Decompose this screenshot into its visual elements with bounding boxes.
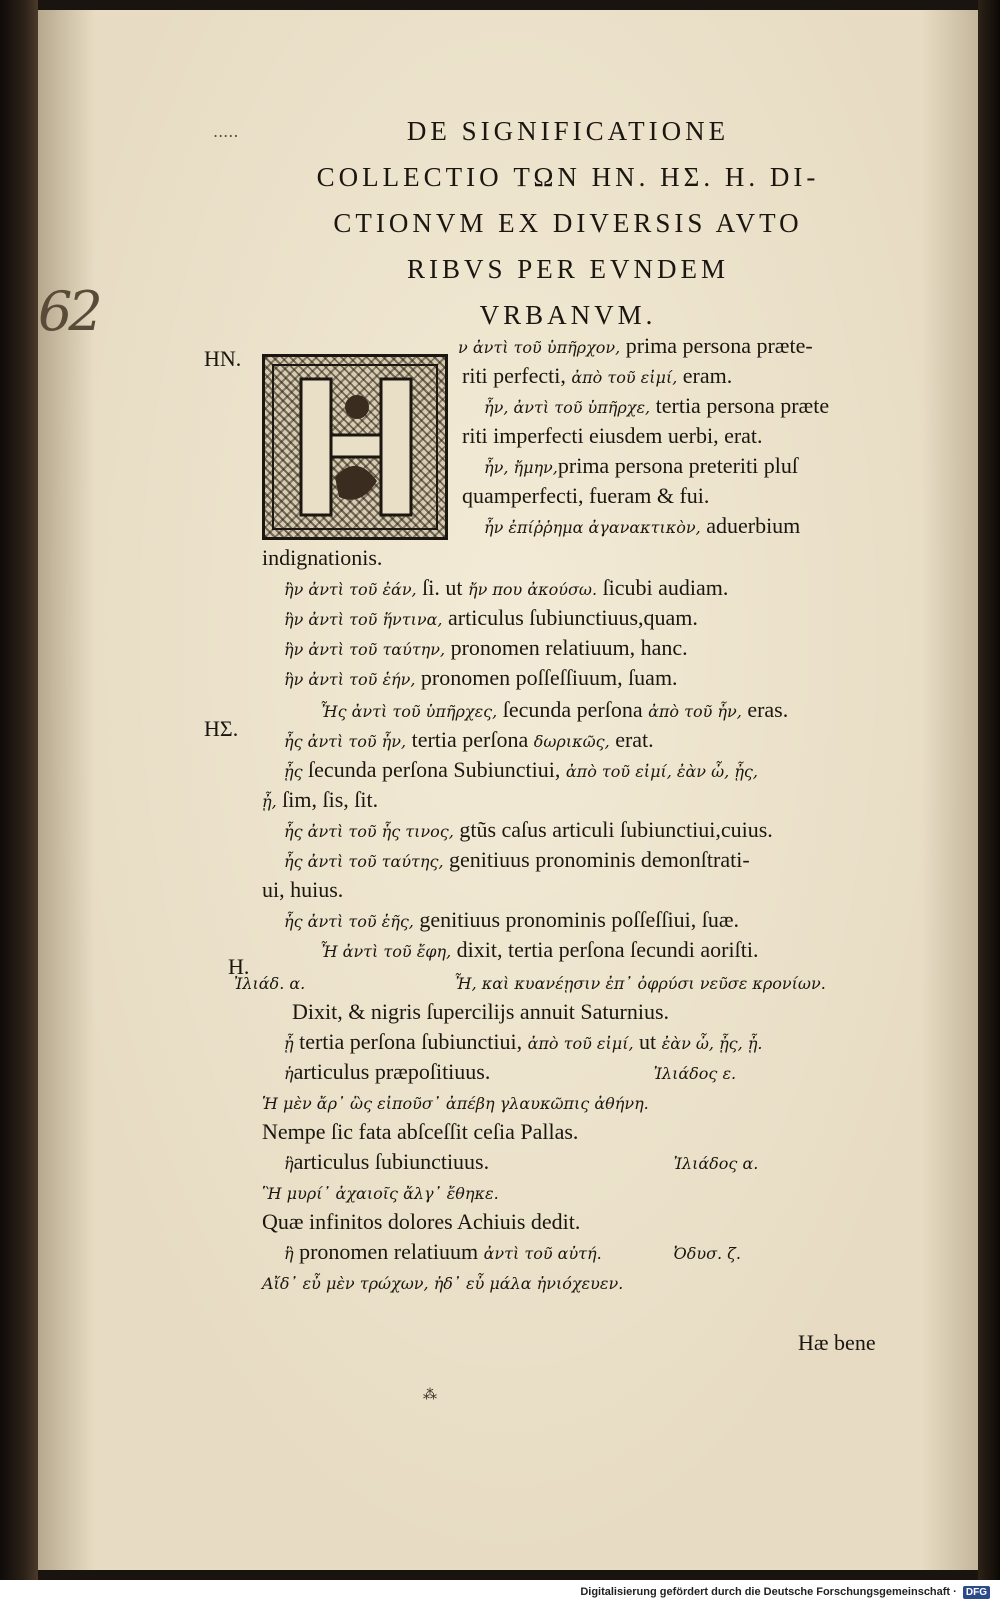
text-line: Dixit, & nigris ſupercilijs annuit Saturnius. (292, 999, 670, 1024)
text-line: ᾖς ſecunda perſona Subiunctiui, ἀπὸ τοῦ εἰμί, ἐὰν ὦ, ᾖς, (284, 757, 758, 782)
initial-letter-icon (265, 357, 445, 537)
catchword: Hæ bene (798, 1330, 876, 1355)
text-line: Nempe ſic fata abſceſſit ceſia Pallas. (262, 1119, 579, 1144)
text-line: Ἦ ἀντὶ τοῦ ἔφη, dixit, tertia perſona ſecundi aoriſti. (320, 937, 759, 962)
text-line: quamperfecti, fueram & fui. (462, 483, 710, 508)
text-line: ἦς ἀντὶ τοῦ ἦν, tertia perſona δωρικῶς, erat. (284, 727, 654, 752)
heading-line: RIBVS PER EVNDEM (406, 254, 730, 284)
text-line: riti perfecti, ἀπὸ τοῦ εἰμί, eram. (462, 363, 733, 388)
text-line: ἧς ἀντὶ τοῦ ἧς τινος, gtũs caſus articuli ſubiunctiui,cuius. (284, 817, 773, 842)
text-line: ἧς ἀντὶ τοῦ ταύτης, genitiuus pronominis demonſtrati- (284, 847, 750, 872)
book-page (38, 10, 978, 1570)
text-line: ᾖ, ſim, ſis, ſit. (262, 787, 379, 812)
text-line: ἢν ἀντὶ τοῦ ἐάν, ſi. ut ἤν που ἀκούσω. ſicubi audiam. (284, 575, 729, 600)
text-line: ἦν ἐπίῤῥημα ἀγανακτικὸν, aduerbium (484, 513, 801, 538)
side-label-h: H. (228, 954, 250, 979)
dfg-logo: DFG (963, 1586, 990, 1599)
side-label-hs: HΣ. (204, 716, 239, 741)
decorated-initial-h (262, 354, 448, 540)
text-line: riti imperfecti eiusdem uerbi, erat. (462, 423, 763, 448)
signature-mark: ⁂ (423, 1387, 437, 1403)
text-line: ui, huius. (262, 877, 344, 902)
text-line: indignationis. (262, 545, 383, 570)
text-line: ἣν ἀντὶ τοῦ ἑήν, pronomen poſſeſſiuum, ſuam. (284, 665, 678, 690)
footer-text: Digitalisierung gefördert durch die Deutsche Forschungsgemeinschaft · (580, 1586, 957, 1598)
margin-handwritten-mark: 62 (38, 280, 99, 343)
footer-credit (580, 1586, 990, 1599)
footer-bar (0, 1580, 1000, 1607)
text-line: ἣν ἀντὶ τοῦ ἥντινα, articulus ſubiunctiuus,quam. (284, 605, 698, 630)
text-line: Ἦς ἀντὶ τοῦ ὑπῆρχες, ſecunda perſona ἀπὸ τοῦ ἦν, eras. (320, 697, 789, 722)
side-label-hn: HN. (204, 346, 242, 371)
text-line: ἧς ἀντὶ τοῦ ἑῆς, genitiuus pronominis poſſeſſiui, ſuæ. (284, 907, 740, 932)
text-line: ἣ pronomen relatiuum ἀντὶ τοῦ αὐτή. Ὀδυσ. ζ. (284, 1239, 741, 1264)
text-line: Αἴδ᾽ εὖ μὲν τρώχων, ἠδ᾽ εὖ μάλα ἠνιόχευεν. (262, 1274, 624, 1293)
page-edge (978, 0, 1000, 1607)
book-spine (0, 0, 38, 1607)
text-line: Ἰλιάδ. α. Ἦ, καὶ κυανέῃσιν ἐπ᾽ ὀφρύσι νεῦσε κρονίων. (234, 974, 826, 993)
text-line: Quæ infinitos dolores Achiuis dedit. (262, 1209, 581, 1234)
heading-line: VRBANVM. (479, 300, 657, 330)
page-heading (288, 108, 848, 338)
text-line: ἡarticulus præpoſitiuus. Ἰλιάδος ε. (284, 1059, 737, 1084)
heading-line: DE SIGNIFICATIONE (406, 116, 730, 146)
text-line: ἦν, ἀντὶ τοῦ ὑπῆρχε, tertia persona præte (484, 393, 830, 418)
text-line: ᾖ tertia perſona ſubiunctiui, ἀπὸ τοῦ εἰμί, ut ἐὰν ὦ, ᾖς, ᾖ. (284, 1029, 763, 1054)
text-line: ν ἀντὶ τοῦ ὑπῆρχον, prima persona præte- (458, 333, 813, 358)
text-line: Ἡ μὲν ἄρ᾽ ὣς εἰποῦσ᾽ ἀπέβη γλαυκῶπις ἀθήνη. (262, 1094, 649, 1113)
text-line: ἣν ἀντὶ τοῦ ταύτην, pronomen relatiuum, hanc. (284, 635, 688, 660)
text-line: Ἣ μυρί᾽ ἀχαιοῖς ἄλγ᾽ ἔθηκε. (262, 1184, 499, 1203)
heading-line: CTIONVM EX DIVERSIS AVTO (333, 208, 803, 238)
page-number: ..... (213, 122, 239, 141)
heading-line: COLLECTIO ΤΩΝ ΗΝ. ΗΣ. Η. DI- (316, 162, 820, 192)
text-line: ἣarticulus ſubiunctiuus. Ἰλιάδος α. (284, 1149, 759, 1174)
text-line: ἦν, ἤμην,prima persona preteriti pluſ (484, 453, 798, 478)
